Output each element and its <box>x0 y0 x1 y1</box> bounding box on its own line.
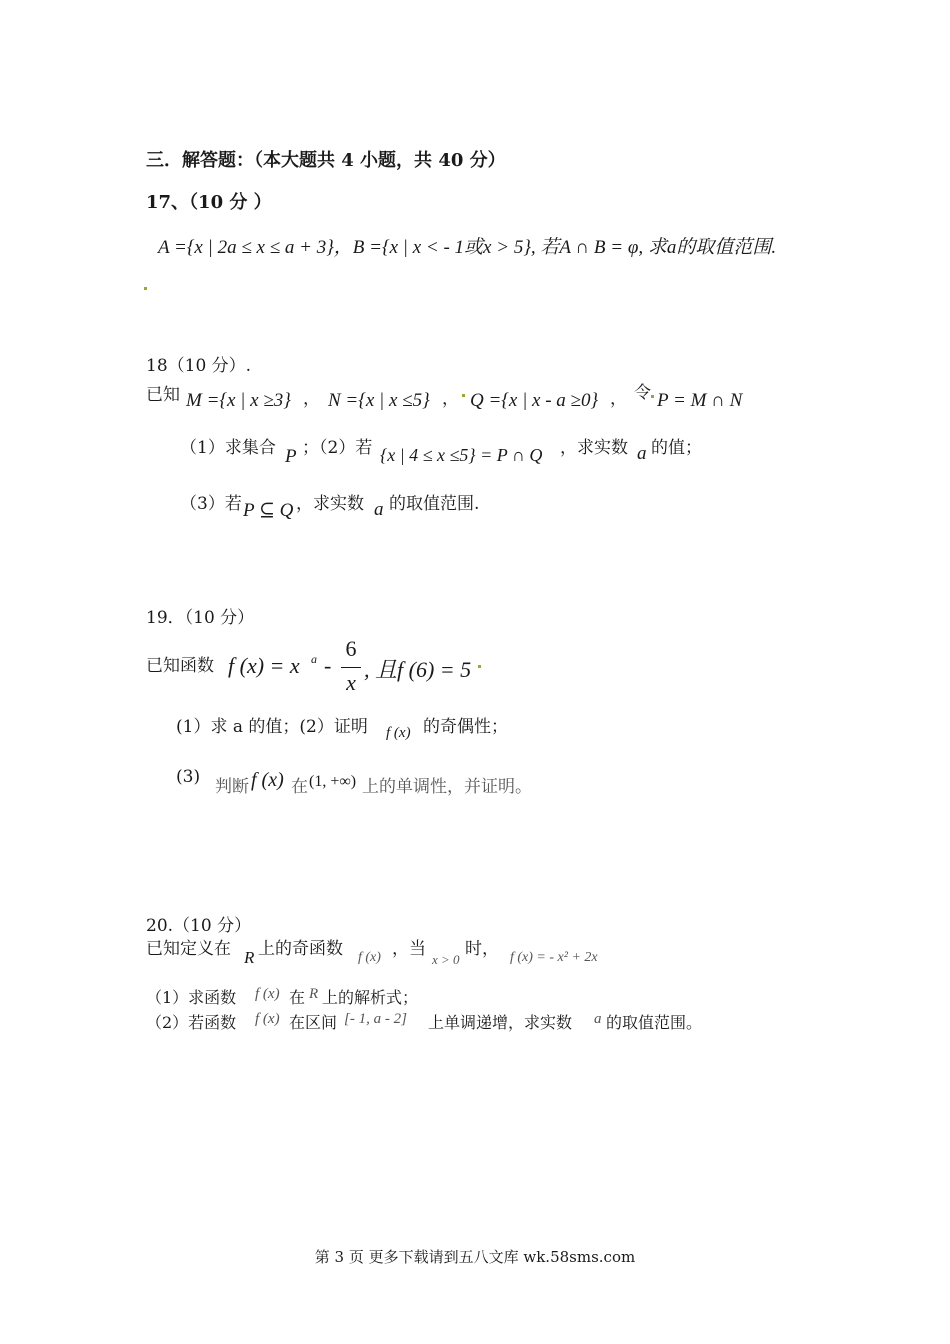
q19-func-lhs: f (x) = x <box>228 653 300 678</box>
q19-func-minus: - <box>324 653 332 678</box>
q18-sep2: ， <box>442 389 459 409</box>
q18-part3-var: a <box>374 499 384 520</box>
q18-part3-expr: P ⊆ Q <box>243 500 294 521</box>
q18-part2-end: 的值； <box>651 438 702 458</box>
q20-part2-var: a <box>594 1011 602 1027</box>
q19-part3-text-a: 判断 <box>215 777 249 797</box>
q20-part2-interval: [- 1, a - 2] <box>344 1011 407 1027</box>
q18-set-q: Q ={x | x - a ≥0} <box>470 390 599 411</box>
q20-part1-fx: f (x) <box>255 986 280 1002</box>
q18-part1-label: （1）求集合 <box>180 438 276 458</box>
q18-set-m: M ={x | x ≥3} <box>186 390 291 411</box>
q17-statement: A ={x | 2a ≤ x ≤ a + 3}，B ={x | x < - 1或x > 5}, 若A ∩ B = φ, 求a的取值范围. <box>158 237 777 258</box>
page-footer: 第 3 页 更多下载请到五八文库 wk.58sms.com <box>314 1248 636 1266</box>
q19-func-exp: a <box>311 652 317 666</box>
q20-part1-r: R <box>309 986 319 1002</box>
q20-part1-a: （1）求函数 <box>146 988 237 1007</box>
q19-part3-interval: (1, +∞) <box>309 773 357 790</box>
q18-part3-end: 的取值范围. <box>389 494 480 514</box>
q19-part3-text-c: 上的单调性，并证明。 <box>362 777 532 797</box>
q20-part2-d: 的取值范围。 <box>606 1013 703 1032</box>
q18-part2-ask: ，求实数 <box>560 438 628 458</box>
q20-number: 20.（10 分） <box>146 916 252 936</box>
stray-mark <box>144 287 147 290</box>
q19-part3-text-b: 在 <box>291 777 308 797</box>
q19-frac-num: 6 <box>345 636 357 661</box>
q20-fx: f (x) <box>358 950 381 965</box>
q20-part1-c: 上的解析式； <box>322 988 419 1007</box>
q20-part1-b: 在 <box>289 988 306 1007</box>
q19-frac-bar <box>341 667 361 668</box>
stray-mark <box>478 665 481 668</box>
q18-part2-var: a <box>637 443 647 464</box>
q19-part3-label: (3) <box>176 767 201 787</box>
q17-number: 17、（10 分 ） <box>146 192 272 213</box>
q20-shi: 时， <box>465 939 499 959</box>
q20-part2-a: （2）若函数 <box>146 1013 237 1032</box>
q18-set-p: P = M ∩ N <box>657 390 743 411</box>
q20-part2-c: 上单调递增，求实数 <box>428 1013 573 1032</box>
q19-part3-fx: f (x) <box>251 769 284 791</box>
q18-part2-label: ；（2）若 <box>302 438 373 458</box>
q18-number: 18（10 分）. <box>146 356 252 376</box>
stray-mark <box>462 394 465 397</box>
q19-part1-fx: f (x) <box>386 725 411 741</box>
q18-sep1: ， <box>303 389 320 409</box>
q18-set-n: N ={x | x ≤5} <box>328 390 430 411</box>
q20-part2-b: 在区间 <box>289 1013 338 1032</box>
q18-part3-ask: ，求实数 <box>296 494 364 514</box>
q19-intro: 已知函数 <box>146 656 214 676</box>
stray-mark <box>651 395 654 398</box>
q19-part1-end: 的奇偶性； <box>423 717 508 737</box>
q20-def: f (x) = - x² + 2x <box>510 950 598 965</box>
q20-intro: 已知定义在 <box>146 939 231 959</box>
q18-ling: 令 <box>634 383 651 403</box>
q19-part1: (1）求 a 的值；(2）证明 <box>176 717 368 737</box>
q18-intro: 已知 <box>146 385 180 405</box>
q20-when: ，当 <box>392 939 426 959</box>
q19-func-tail: , 且f (6) = 5 <box>364 657 472 682</box>
section-heading: 三．解答题：（本大题共 4 小题，共 40 分） <box>146 150 506 171</box>
q19-frac-den: x <box>346 670 356 695</box>
q20-part2-fx: f (x) <box>255 1011 280 1027</box>
q18-part3-label: （3）若 <box>180 494 242 514</box>
q18-sep3: ， <box>610 389 627 409</box>
q18-part2-expr: {x | 4 ≤ x ≤5} = P ∩ Q <box>380 445 543 465</box>
q19-number: 19．（10 分） <box>146 608 255 628</box>
q20-intro2: 上的奇函数 <box>258 939 343 959</box>
q20-var-r: R <box>244 948 255 967</box>
q18-part1-var: P <box>285 446 297 467</box>
q20-cond: x > 0 <box>432 952 460 967</box>
